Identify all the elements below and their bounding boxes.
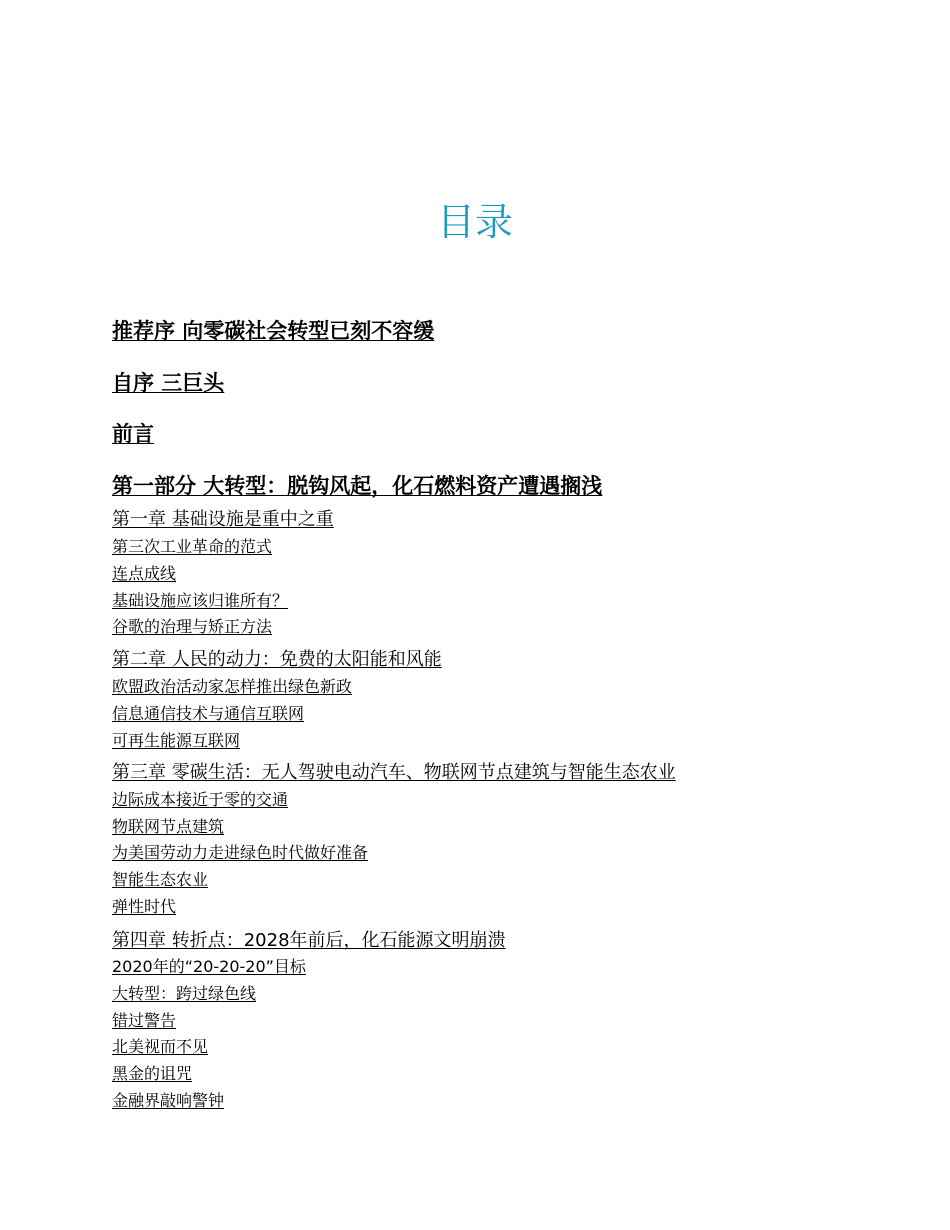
toc-link-section[interactable]: 金融界敲响警钟 [112, 1091, 225, 1110]
toc-link-chapter-3[interactable]: 第三章 零碳生活：无人驾驶电动汽车、物联网节点建筑与智能生态农业 [112, 762, 676, 783]
toc-link-part-1[interactable]: 第一部分 大转型：脱钩风起，化石燃料资产遭遇搁浅 [112, 474, 603, 498]
toc-link-section[interactable]: 北美视而不见 [112, 1037, 209, 1056]
toc-link-foreword[interactable]: 前言 [112, 422, 154, 446]
toc-link-chapter-4[interactable]: 第四章 转折点：2028年前后，化石能源文明崩溃 [112, 930, 506, 951]
toc-link-section[interactable]: 边际成本接近于零的交通 [112, 790, 289, 809]
toc-link-chapter-2[interactable]: 第二章 人民的动力：免费的太阳能和风能 [112, 649, 442, 670]
toc-link-recommended-preface[interactable]: 推荐序 向零碳社会转型已刻不容缓 [112, 319, 435, 343]
toc-link-chapter-1[interactable]: 第一章 基础设施是重中之重 [112, 509, 334, 530]
toc-link-section[interactable]: 可再生能源互联网 [112, 731, 241, 750]
toc-link-section[interactable]: 第三次工业革命的范式 [112, 537, 273, 556]
toc-link-section[interactable]: 错过警告 [112, 1011, 177, 1030]
toc-link-section[interactable]: 2020年的“20-20-20”目标 [112, 957, 306, 976]
toc-link-section[interactable]: 欧盟政治活动家怎样推出绿色新政 [112, 677, 353, 696]
toc-link-section[interactable]: 基础设施应该归谁所有？ [112, 591, 289, 610]
toc-link-section[interactable]: 黑金的诅咒 [112, 1064, 193, 1083]
toc-link-section[interactable]: 谷歌的治理与矫正方法 [112, 617, 273, 636]
toc-link-section[interactable]: 为美国劳动力走进绿色时代做好准备 [112, 843, 369, 862]
toc-link-section[interactable]: 大转型：跨过绿色线 [112, 984, 257, 1003]
toc-link-author-preface[interactable]: 自序 三巨头 [112, 371, 225, 395]
toc-link-section[interactable]: 物联网节点建筑 [112, 817, 225, 836]
page-title: 目录 [436, 200, 513, 244]
toc-link-section[interactable]: 信息通信技术与通信互联网 [112, 704, 305, 723]
toc-link-section[interactable]: 弹性时代 [112, 897, 177, 916]
toc-link-section[interactable]: 连点成线 [112, 564, 177, 583]
toc-link-section[interactable]: 智能生态农业 [112, 870, 209, 889]
